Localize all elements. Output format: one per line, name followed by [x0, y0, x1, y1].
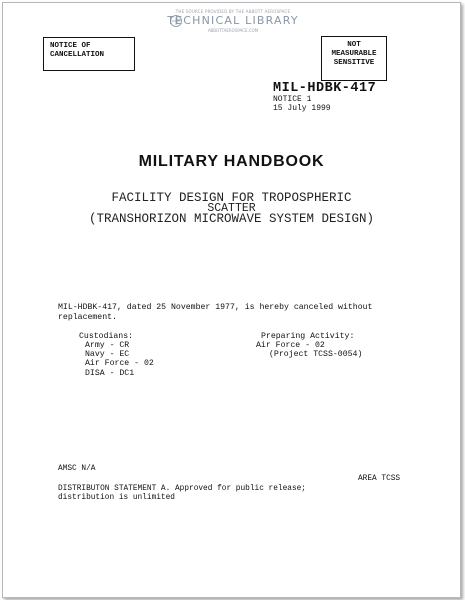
notice-box-line1: NOTICE OF [50, 42, 91, 50]
handbook-title: MILITARY HANDBOOK [138, 153, 325, 170]
custodian-item: Navy - EC [85, 350, 130, 359]
distribution-statement-line2: distribution is unlimited [58, 494, 175, 502]
custodians-heading: Custodians: [79, 332, 134, 341]
notice-date: 15 July 1999 [273, 104, 331, 113]
preparing-activity-heading: Preparing Activity: [261, 332, 355, 341]
notice-number: NOTICE 1 [273, 95, 312, 104]
preparing-activity-item: (Project TCSS-0054) [269, 350, 363, 359]
marking-box-line3: SENSITIVE [333, 59, 375, 67]
watermark-tagline: THE SOURCE PROVIDED BY THE ABBOTT AEROSPACE [175, 9, 291, 14]
watermark-name: TECHNICAL LIBRARY [167, 14, 299, 27]
subtitle-line1: FACILITY DESIGN FOR TROPOSPHERIC [111, 191, 352, 205]
amsc-code: AMSC N/A [58, 465, 96, 473]
subtitle-line1-wrap: SCATTER [207, 202, 256, 215]
document-page [2, 2, 461, 598]
custodian-item: DISA - DC1 [85, 369, 135, 378]
area-code: AREA TCSS [358, 475, 401, 483]
document-number: MIL-HDBK-417 [273, 81, 377, 96]
preparing-activity-item: Air Force - 02 [256, 341, 325, 350]
technical-library-watermark [163, 9, 303, 37]
cancellation-statement-line2: replacement. [58, 313, 117, 322]
custodian-item: Army - CR [85, 341, 130, 350]
notice-box-line2: CANCELLATION [50, 51, 105, 59]
notice-of-cancellation-box [43, 37, 135, 71]
subtitle-line2: (TRANSHORIZON MICROWAVE SYSTEM DESIGN) [88, 212, 375, 226]
custodian-item: Air Force - 02 [85, 359, 154, 368]
cancellation-statement-line1: MIL-HDBK-417, dated 25 November 1977, is hereby canceled without [58, 303, 373, 312]
marking-box-line2: MEASURABLE [331, 50, 377, 58]
distribution-statement-line1: DISTRIBUTON STATEMENT A. Approved for public release; [58, 485, 306, 493]
watermark-url: ABBOTTAEROSPACE.COM [207, 28, 259, 33]
marking-box-line1: NOT [347, 41, 361, 49]
sensitivity-marking-box [321, 36, 387, 81]
